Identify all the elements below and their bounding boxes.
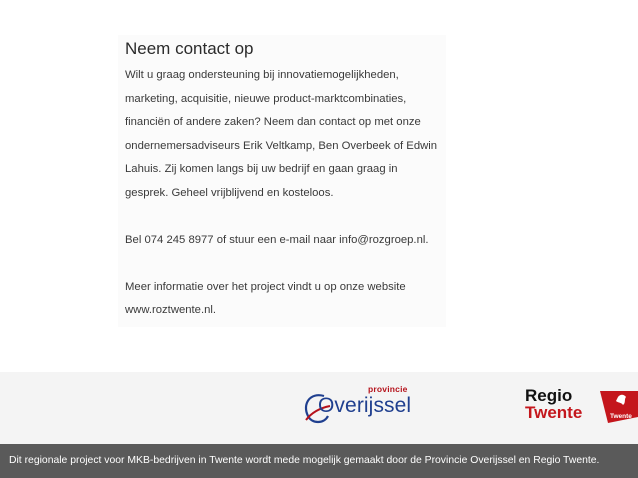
- regio-twente-logo[interactable]: [525, 387, 585, 427]
- overijssel-logo[interactable]: [302, 384, 414, 430]
- website-link[interactable]: www.roztwente.nl: [125, 304, 213, 316]
- contact-heading: Neem contact op: [125, 39, 254, 58]
- footer-bar: [0, 444, 638, 478]
- contact-phone-text: Bel 074 245 8977 of stuur een e-mail naar: [125, 233, 340, 246]
- website-period: .: [212, 304, 217, 316]
- contact-period: .: [425, 233, 429, 246]
- twente-badge-icon: [596, 389, 638, 423]
- overijssel-label: Overijssel: [318, 394, 412, 417]
- twente-label: Twente: [525, 403, 583, 422]
- footer-text: Dit regionale project voor MKB-bedrijven in Twente wordt mede mogelijk gemaakt door de Provincie Overijssel en Regio Twente.: [9, 455, 600, 466]
- paragraph-line: ondernemersadviseurs Erik Veltkamp, Ben Overbeek of Edwin: [125, 139, 438, 152]
- paragraph-line: gesprek. Geheel vrijblijvend en kosteloos.: [125, 186, 334, 199]
- overijssel-small-label: provincie: [368, 384, 408, 394]
- paragraph-spacer: [125, 252, 455, 276]
- paragraph-line: Lahuis. Zij komen langs bij uw bedrijf en gaan graag in: [125, 163, 398, 175]
- contact-phone-line: [125, 229, 455, 253]
- badge-text: Twente: [610, 413, 632, 420]
- paragraph-line: financiën of andere zaken? Neem dan contact op met onze: [125, 116, 421, 128]
- email-link[interactable]: info@rozgroep.nl: [339, 233, 426, 246]
- regio-label: Regio: [525, 386, 573, 405]
- website-line: [125, 299, 455, 323]
- paragraph-line: marketing, acquisitie, nieuwe product-marktcombinaties,: [125, 92, 407, 105]
- website-intro: Meer informatie over het project vindt u op onze website: [125, 280, 406, 293]
- paragraph-line: Wilt u graag ondersteuning bij innovatiemogelijkheden,: [125, 69, 399, 81]
- paragraph-spacer: [125, 205, 455, 229]
- contact-body: [125, 64, 455, 323]
